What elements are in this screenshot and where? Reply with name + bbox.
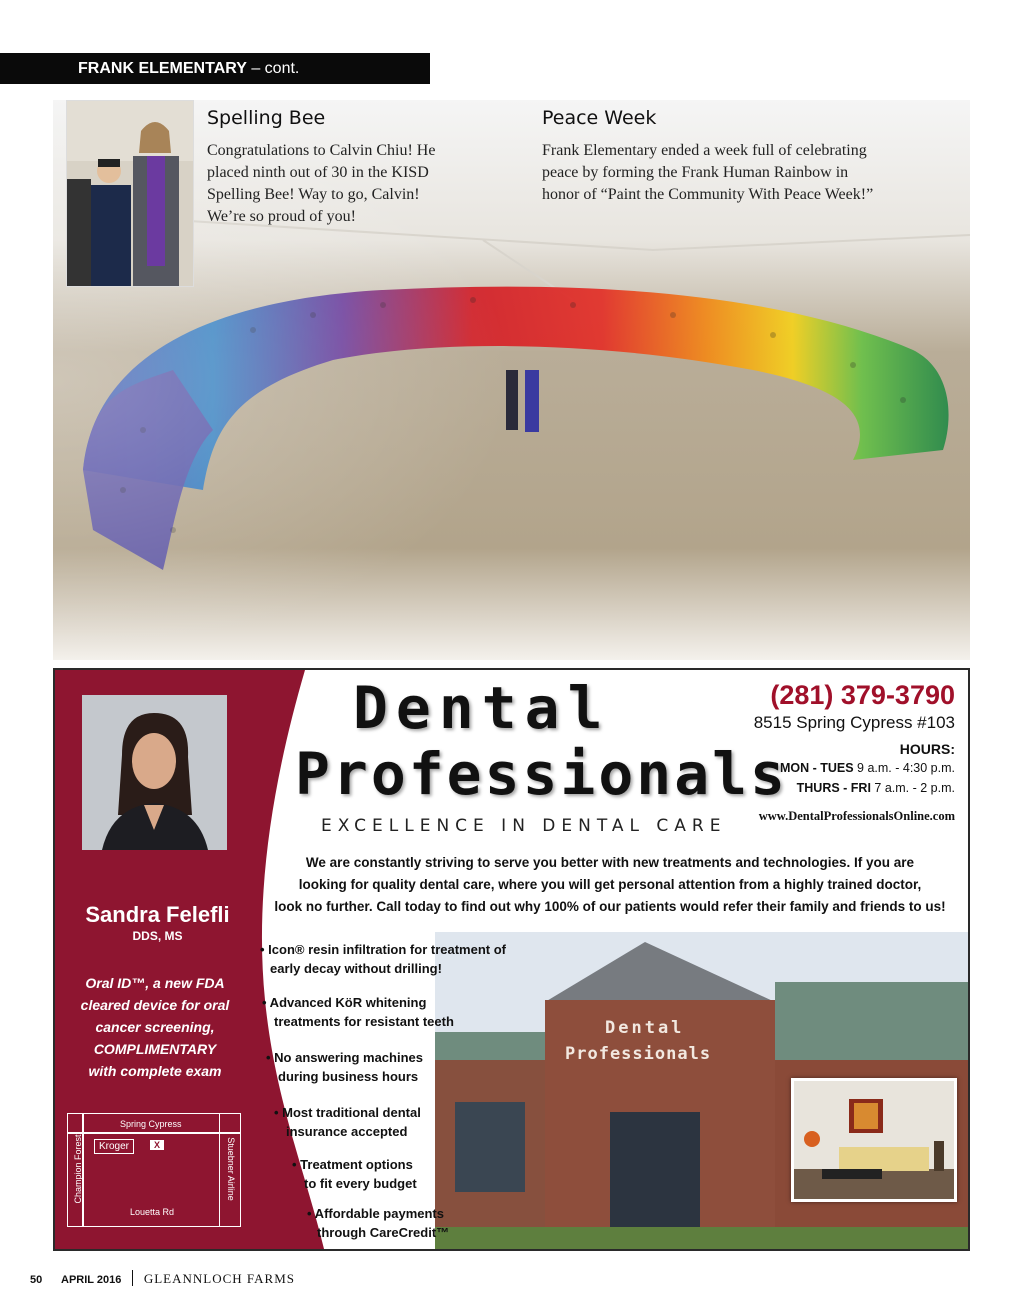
spelling-bee-line: We’re so proud of you! [207,208,356,225]
bullet-line: • No answering machines [266,1050,423,1065]
bullet-line: • Affordable payments [307,1206,444,1221]
spelling-bee-line: placed ninth out of 30 in the KISD [207,164,429,181]
spelling-bee-body [207,140,507,228]
promo-block [60,972,250,1082]
peace-week-line: peace by forming the Frank Human Rainbow in [542,164,849,181]
ad-intro-line: look no further. Call today to find out why 100% of our patients would refer their family and friends to us! [274,899,946,914]
peace-week-title: Peace Week [542,107,657,129]
map-road-champion-forest: Champion Forest [73,1134,83,1204]
dental-professionals-ad [53,668,970,1251]
bullet-line: insurance accepted [286,1124,408,1139]
magazine-name: GLEANNLOCH FARMS [143,1271,296,1286]
contact-block [754,680,955,824]
bullet-line: during business hours [278,1069,419,1084]
website-link[interactable]: www.DentalProfessionalsOnline.com [758,809,955,823]
spelling-bee-title: Spelling Bee [207,107,326,129]
map-kroger: Kroger [94,1139,134,1154]
building-sign-dental: Dental [605,1018,685,1038]
bullet-whitening [262,993,454,1031]
doctor-credentials: DDS, MS [132,929,183,943]
building-sign-professionals: Professionals [565,1044,712,1064]
promo-line: cleared device for oral [80,997,230,1013]
ad-intro-paragraph [260,852,960,918]
office-interior-photo [791,1078,957,1202]
section-header-bar [0,53,430,84]
phone-number: (281) 379-3790 [770,680,955,710]
bullet-icon-resin [260,940,506,978]
page-footer [30,1270,295,1287]
ad-intro-line: We are constantly striving to serve you better with new treatments and technologies. If you are [305,855,915,870]
page-number: 50 [30,1274,43,1286]
bullet-payments [307,1204,449,1242]
issue-date: APRIL 2016 [61,1274,122,1286]
peace-week-line: Frank Elementary ended a week full of celebrating [542,142,867,159]
hours-row-2 [754,781,955,795]
hours-row-1-time: 9 a.m. - 4:30 p.m. [853,761,955,775]
footer-divider [132,1270,133,1286]
dentist-portrait [82,695,227,850]
bullet-treatment-options [292,1155,417,1193]
map-road-louetta: Louetta Rd [130,1207,175,1217]
hours-label: HOURS: [899,741,955,757]
ad-intro-line: looking for quality dental care, where you will get personal attention from a highly trained doctor, [298,877,922,892]
address: 8515 Spring Cypress #103 [753,713,955,732]
promo-line: cancer screening, [95,1019,215,1035]
bullet-insurance [274,1103,421,1141]
hours-row-1 [754,761,955,775]
map-location-marker: X [150,1140,164,1150]
bullet-line: to fit every budget [304,1176,417,1191]
bullet-line: early decay without drilling! [270,961,442,976]
section-header-school: FRANK ELEMENTARY [78,60,247,77]
logo-professionals: Professionals [295,740,788,808]
spelling-bee-line: Congratulations to Calvin Chiu! He [207,142,436,159]
bullet-line: • Treatment options [292,1157,413,1172]
doctor-block [70,902,245,943]
hours-row-2-days: THURS - FRI [796,781,871,795]
promo-line: Oral ID™, a new FDA [85,975,225,991]
bullet-line: treatments for resistant teeth [274,1014,454,1029]
bullet-line: through CareCredit™ [317,1225,450,1240]
section-header-suffix: – cont. [246,60,300,77]
ad-tagline: EXCELLENCE IN DENTAL CARE [321,816,727,836]
promo-line: with complete exam [88,1063,222,1079]
peace-week-line: honor of “Paint the Community With Peace Week!” [542,186,874,203]
spelling-bee-line: Spelling Bee! Way to go, Calvin! [207,186,420,203]
bullet-no-answering-machines [266,1048,423,1086]
logo-dental: Dental [353,674,611,742]
location-map [67,1113,241,1227]
hours-row-2-time: 7 a.m. - 2 p.m. [870,781,955,795]
doctor-name: Sandra Felefli [85,902,230,927]
bullet-line: • Most traditional dental [274,1105,421,1120]
spelling-bee-photo [66,100,194,287]
hours-row-1-days: MON - TUES [779,761,854,775]
bullet-line: • Icon® resin infiltration for treatment of [260,942,506,957]
promo-line: COMPLIMENTARY [93,1041,217,1057]
bullet-line: • Advanced KöR whitening [262,995,427,1010]
map-road-stuebner-airline: Stuebner Airline [226,1137,236,1201]
map-road-spring-cypress: Spring Cypress [120,1119,182,1129]
peace-week-body [542,140,942,206]
